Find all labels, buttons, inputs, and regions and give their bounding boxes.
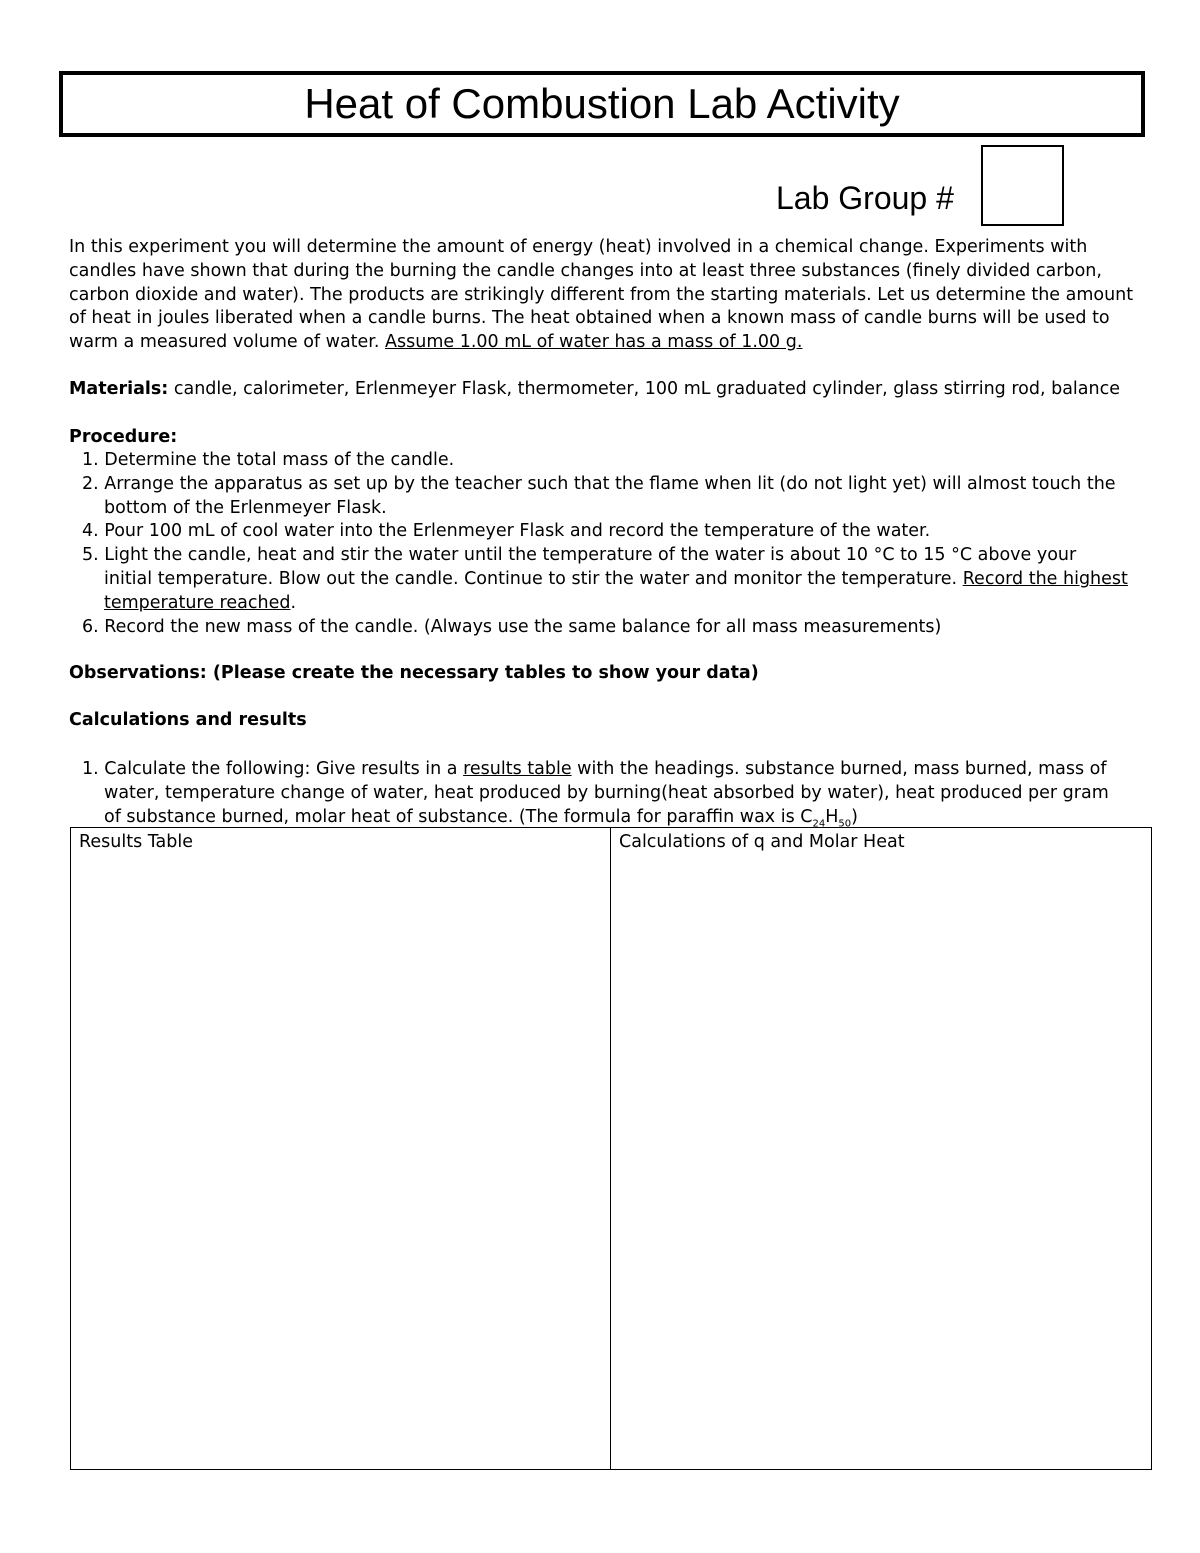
intro-paragraph bbox=[69, 236, 1139, 355]
calc-sub-hydrogen: 50 bbox=[838, 818, 852, 830]
step5-text: 5. Light the candle, heat and stir the water until the temperature of the water is about 10 °C to 15 °C above your initial temperature. Blow out the candle. Continue to stir the water and monitor the temperature. bbox=[82, 545, 1077, 589]
procedure-step: 4. Pour 100 mL of cool water into the Erlenmeyer Flask and record the temperature of the water. bbox=[82, 521, 931, 542]
calculations-cell[interactable] bbox=[611, 828, 1151, 1469]
step5-underlined: Record the highest temperature reached bbox=[104, 568, 1128, 613]
lab-group-input-box[interactable] bbox=[981, 145, 1064, 226]
calc-results-table-link: results table bbox=[463, 759, 572, 779]
calc-rest: with the headings. substance burned, mass burned, mass of water, temperature change of water, heat produced by burning(heat absorbed by water), heat produced per gram of substance burned, molar heat of substance. (The formula for paraffin wax is C bbox=[104, 759, 1109, 827]
page-title: Heat of Combustion Lab Activity bbox=[304, 80, 900, 127]
calc-h: H bbox=[825, 806, 839, 827]
procedure-step bbox=[69, 544, 1129, 615]
procedure-steps bbox=[69, 449, 1129, 639]
procedure-step: 1. Determine the total mass of the candle. bbox=[82, 450, 455, 470]
calc-start: 1. Calculate the following: Give results in a bbox=[82, 759, 464, 779]
intro-assumption: Assume 1.00 mL of water has a mass of 1.00 g. bbox=[385, 332, 803, 353]
calc-close: ) bbox=[851, 806, 858, 827]
results-table-header: Results Table bbox=[79, 832, 194, 852]
observations-heading: Observations: (Please create the necessary tables to show your data) bbox=[69, 663, 759, 683]
results-table bbox=[70, 827, 1152, 1470]
procedure-step: 2. Arrange the apparatus as set up by the teacher such that the flame when lit (do not light yet) will almost touch the bottom of the Erlenmeyer Flask. bbox=[82, 473, 1116, 518]
materials-line bbox=[69, 378, 1159, 402]
title-box bbox=[59, 71, 1145, 137]
materials-list: candle, calorimeter, Erlenmeyer Flask, thermometer, 100 mL graduated cylinder, glass stirring rod, balance bbox=[168, 379, 1120, 399]
calculations-heading: Calculations and results bbox=[69, 710, 307, 730]
calculations-header: Calculations of q and Molar Heat bbox=[619, 832, 905, 852]
procedure-heading: Procedure: bbox=[69, 427, 178, 447]
procedure-step: 6. Record the new mass of the candle. (Always use the same balance for all mass measurements) bbox=[82, 616, 942, 637]
calculation-item bbox=[69, 758, 1129, 829]
intro-text: In this experiment you will determine the amount of energy (heat) involved in a chemical change. Experiments with candles have shown that during the burning the candle changes into at least three substances (finely divided carbon, carbon dioxide and water). The products are strikingly different from the starting materials. Let us determine the amount of heat in joules liberated when a candle burns. The heat obtained when a known mass of candle burns will be used to warm a measured volume of water. bbox=[69, 237, 1134, 353]
lab-group-label: Lab Group # bbox=[776, 180, 954, 216]
calc-sub-carbon: 24 bbox=[812, 818, 826, 830]
results-table-cell[interactable] bbox=[71, 828, 611, 1469]
materials-label: Materials: bbox=[69, 379, 169, 399]
step5-end: . bbox=[290, 592, 297, 613]
